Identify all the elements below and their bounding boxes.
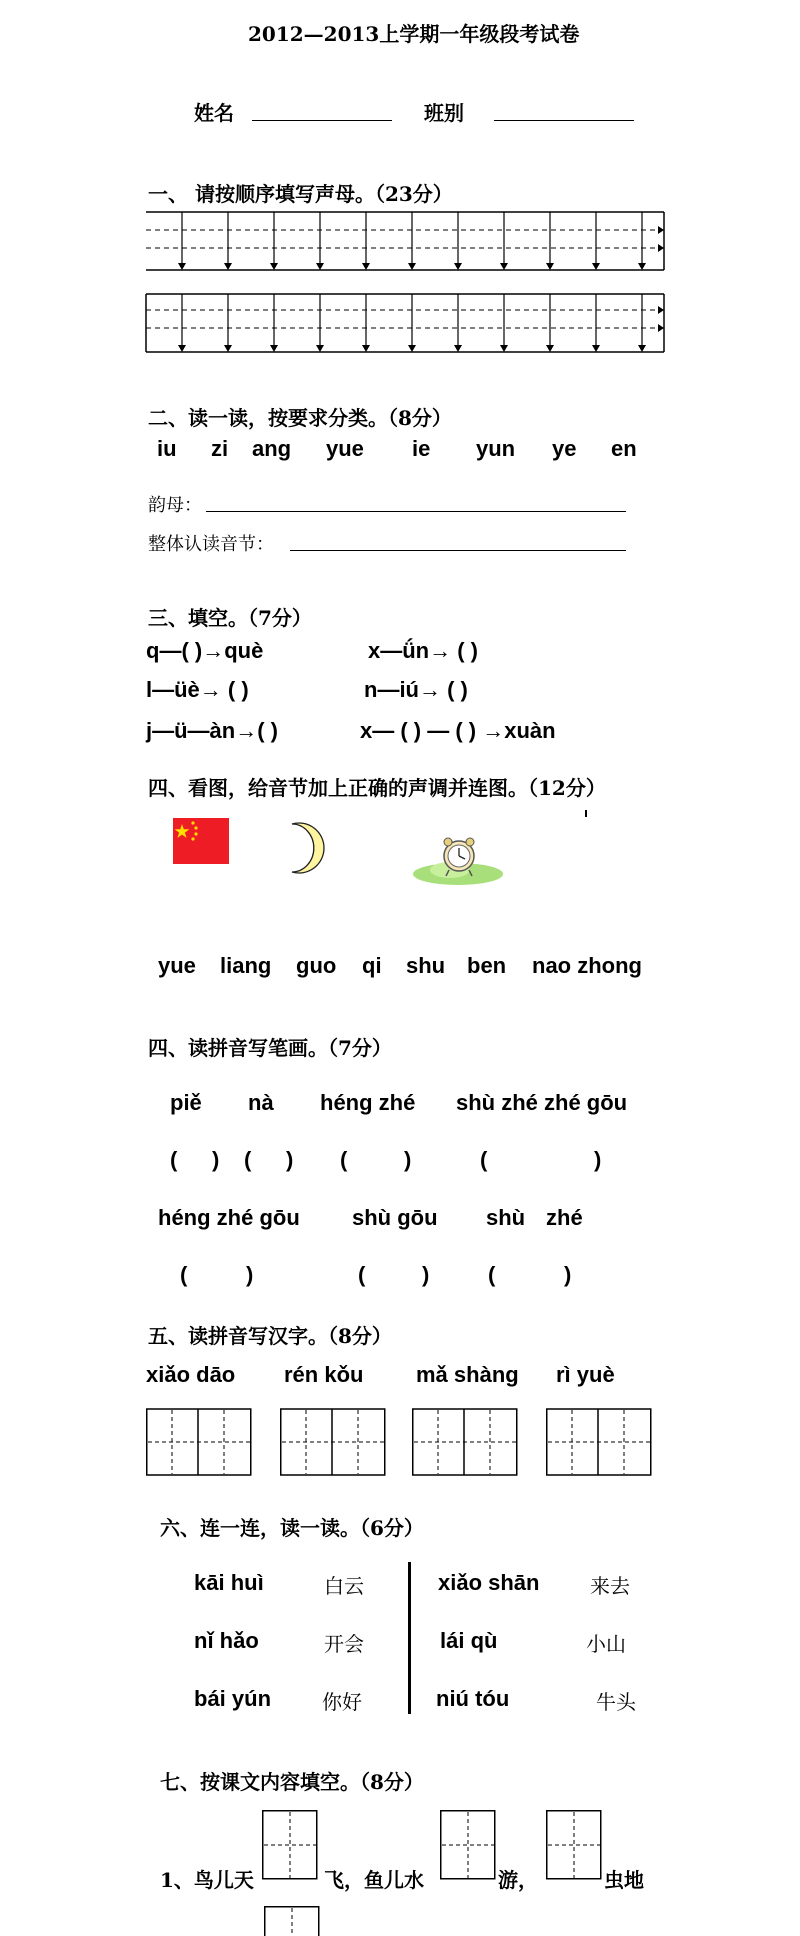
stroke-pinyin: héng zhé gōu (158, 1205, 300, 1230)
fill-x-vn[interactable]: x—ǘn→ ( ) (368, 638, 478, 663)
stroke-pinyin: piě (170, 1090, 202, 1115)
whole-syllable-label: 整体认读音节： (148, 534, 274, 555)
stroke-pinyin: shù (486, 1205, 526, 1230)
text-fill-part: 1、鸟儿天 (160, 1868, 254, 1892)
answer-paren-open[interactable]: ( (180, 1262, 188, 1287)
match-left-hanzi[interactable]: 你好 (322, 1690, 362, 1714)
section7-heading: 六、连一连，读一读。（6分） (160, 1516, 424, 1540)
whole-syllable-blank[interactable] (290, 550, 626, 551)
stroke-pinyin: shù zhé zhé gōu (456, 1090, 628, 1115)
flag-icon[interactable] (173, 818, 229, 864)
section8-heading: 七、按课文内容填空。（8分） (160, 1770, 424, 1794)
syllable: zi (211, 436, 229, 461)
fill-x-xuan[interactable]: x— ( ) — ( ) →xuàn (360, 718, 556, 743)
picture-word[interactable]: nao zhong (532, 953, 642, 978)
name-blank[interactable] (252, 120, 392, 121)
hanzi-pinyin: mǎ shàng (416, 1362, 519, 1387)
match-right-pinyin[interactable]: niú tóu (436, 1686, 510, 1711)
class-label: 班别 (424, 101, 464, 125)
syllable: ie (412, 436, 431, 461)
answer-box[interactable] (262, 1810, 318, 1880)
syllable: yue (326, 436, 364, 461)
stroke-pinyin: héng zhé (320, 1090, 416, 1115)
fill-n-iu[interactable]: n—iú→ ( ) (364, 677, 468, 702)
grid-block-2 (146, 294, 664, 352)
match-divider (408, 1562, 411, 1714)
alarm-clock-icon[interactable] (412, 834, 506, 886)
answer-paren-open[interactable]: ( (170, 1147, 178, 1172)
section4-heading: 四、看图，给音节加上正确的声调并连图。（12分） (148, 776, 606, 800)
picture-word[interactable]: qi (362, 953, 382, 978)
fill-j-u-an[interactable]: j—ü—àn→( ) (146, 718, 278, 743)
answer-box[interactable] (546, 1810, 602, 1880)
text-fill-part: 虫地 (604, 1868, 644, 1892)
section6-heading: 五、读拼音写汉字。（8分） (148, 1324, 392, 1348)
answer-paren-close[interactable]: ) (422, 1262, 430, 1287)
stroke-pinyin: shù gōu (352, 1205, 438, 1230)
answer-paren-close[interactable]: ) (404, 1147, 412, 1172)
finals-label: 韵母： (148, 495, 202, 516)
picture-word[interactable]: ben (467, 953, 507, 978)
name-label: 姓名 (194, 101, 234, 125)
grid-block-1 (146, 212, 664, 270)
finals-blank[interactable] (206, 511, 626, 512)
match-right-hanzi[interactable]: 小山 (586, 1632, 626, 1656)
answer-paren-open[interactable]: ( (244, 1147, 252, 1172)
match-right-pinyin[interactable]: lái qù (440, 1628, 498, 1653)
text-fill-part: 飞，鱼儿水 (324, 1868, 424, 1892)
stroke-pinyin: zhé (546, 1205, 583, 1230)
section1-heading: 一、 请按顺序填写声母。（23分） (148, 182, 453, 206)
answer-paren-open[interactable]: ( (358, 1262, 366, 1287)
tianzige-grids[interactable] (146, 1408, 654, 1478)
fill-q-que[interactable]: q—( )→què (146, 638, 264, 663)
text-fill-part: 游， (498, 1868, 538, 1892)
answer-paren-close[interactable]: ) (564, 1262, 572, 1287)
syllable: ang (252, 436, 292, 461)
syllable: yun (476, 436, 516, 461)
section2-heading: 二、读一读，按要求分类。（8分） (148, 406, 452, 430)
answer-paren-open[interactable]: ( (480, 1147, 488, 1172)
answer-paren-close[interactable]: ) (594, 1147, 602, 1172)
match-right-hanzi[interactable]: 来去 (590, 1574, 630, 1598)
answer-paren-open[interactable]: ( (488, 1262, 496, 1287)
picture-word[interactable]: guo (296, 953, 337, 978)
match-left-hanzi[interactable]: 白云 (324, 1574, 364, 1598)
answer-paren-close[interactable]: ) (286, 1147, 294, 1172)
hanzi-pinyin: rén kǒu (284, 1362, 364, 1387)
hanzi-pinyin: rì yuè (556, 1362, 615, 1387)
match-left-pinyin[interactable]: kāi huì (194, 1570, 264, 1595)
page-title: 2012—2013上学期一年级段考试卷 (248, 22, 580, 46)
moon-icon[interactable] (284, 822, 334, 874)
pinyin-writing-grid[interactable] (146, 208, 668, 358)
answer-paren-close[interactable]: ) (212, 1147, 220, 1172)
match-left-pinyin[interactable]: nǐ hǎo (194, 1628, 259, 1653)
section3-heading: 三、填空。（7分） (148, 606, 312, 630)
syllable: ye (552, 436, 577, 461)
syllable: iu (157, 436, 177, 461)
match-right-hanzi[interactable]: 牛头 (596, 1690, 636, 1714)
section5-heading: 四、读拼音写笔画。（7分） (148, 1036, 392, 1060)
match-left-pinyin[interactable]: bái yún (194, 1686, 272, 1711)
syllable: en (611, 436, 637, 461)
class-blank[interactable] (494, 120, 634, 121)
picture-word[interactable]: liang (220, 953, 272, 978)
answer-paren-open[interactable]: ( (340, 1147, 348, 1172)
picture-word[interactable]: shu (406, 953, 446, 978)
answer-paren-close[interactable]: ) (246, 1262, 254, 1287)
stray-mark (585, 810, 587, 817)
picture-word[interactable]: yue (158, 953, 196, 978)
fill-l-ve[interactable]: l—üè→ ( ) (146, 677, 249, 702)
match-left-hanzi[interactable]: 开会 (324, 1632, 364, 1656)
hanzi-pinyin: xiǎo dāo (146, 1362, 236, 1387)
match-right-pinyin[interactable]: xiǎo shān (438, 1570, 540, 1595)
answer-box[interactable] (440, 1810, 496, 1880)
stroke-pinyin: nà (248, 1090, 274, 1115)
